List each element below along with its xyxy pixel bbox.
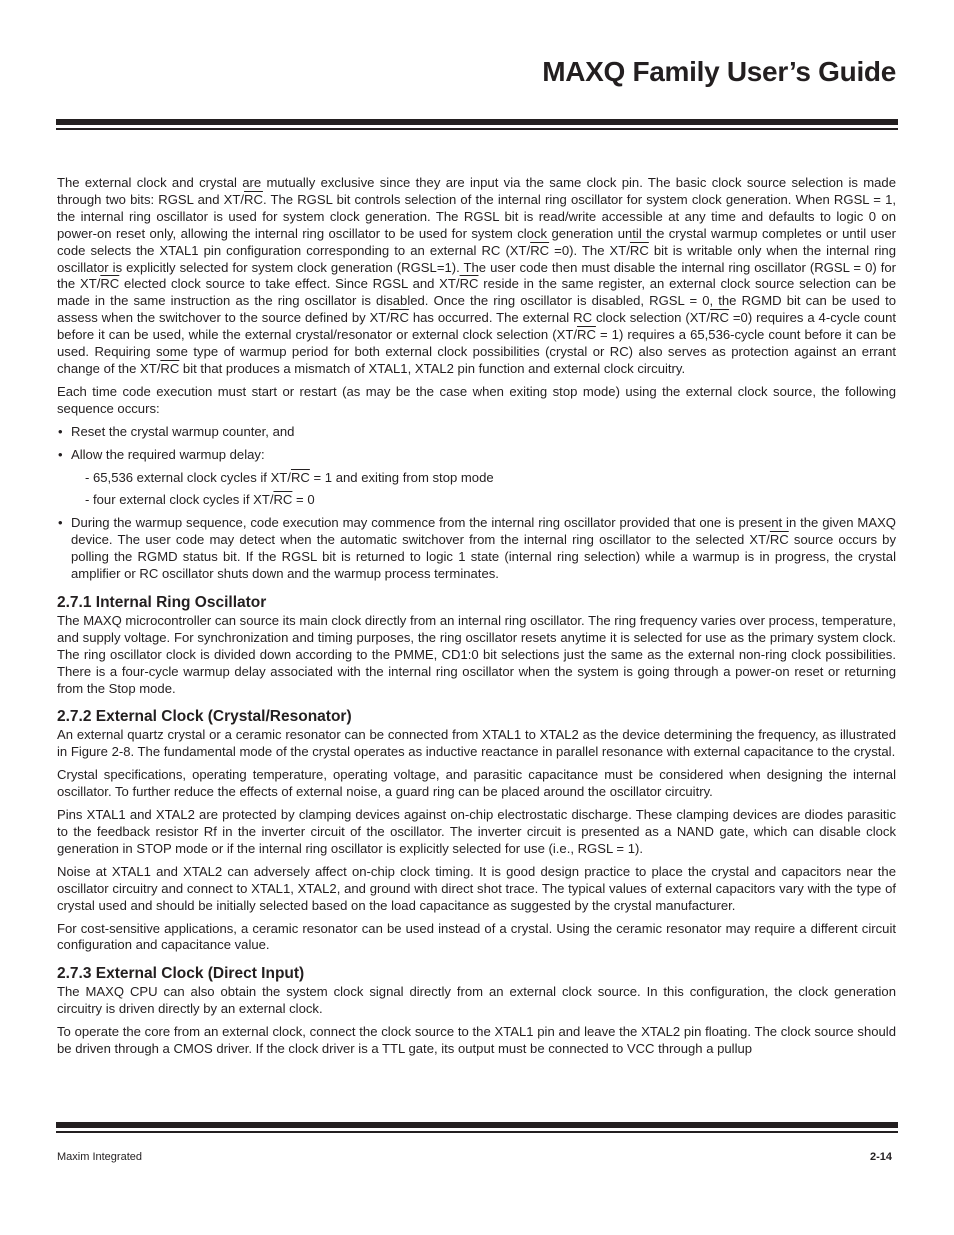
- paragraph-ceramic-resonator: For cost-sensitive applications, a ceramic resonator can be used instead of a crystal. Using the ceramic resonator may require a different circuit configuration and capacitance value.: [57, 920, 896, 953]
- rc-overline: $\overline{RC}$: [530, 242, 550, 258]
- warmup-sublist: [85, 470, 896, 510]
- rc-overline: $\overline{RC}$: [290, 469, 310, 485]
- paragraph-external-drive: To operate the core from an external clock, connect the clock source to the XTAL1 pin and leave the XTAL2 pin floating. The clock source should be driven through a CMOS driver. If the clock driver is a TTL gate, its output must be connected to VCC through a pullup: [57, 1024, 896, 1057]
- paragraph-clock-selection: The external clock and crystal are mutually exclusive since they are input via the same clock pin. The basic clock source selection is made through two bits: RGSL and $XT/\overline{RC}$. The RGSL bit controls selection of the internal ring oscillator for system clock generation. When RGSL = 1, the internal ring oscillator is used for system clock generation. The RGSL bit is read/write accessible at any time and defaults to logic 0 on power-on reset only, allowing the internal ring oscillator to be used for system clock generation until the crystal warmup completes or until user code selects the XTAL1 pin configuration corresponding to an external RC $(XT/\overline{RC} =0)$. The $XT/\overline{RC}$ bit is writable only when the internal ring oscillator is explicitly selected for system clock generation (RGSL=1). The user code then must disable the internal ring oscillator (RGSL = 0) for the $XT/\overline{RC}$ elected clock source to take effect. Since RGSL and $XT/\overline{RC}$ reside in the same register, an external clock source selection can be made in the same instruction as the ring oscillator is disabled. Once the ring oscillator is disabled, RGSL = 0, the RGMD bit can be used to assess when the switchover to the source defined by $XT/\overline{RC}$ has occurred. The external RC clock selection $(XT/\overline{RC} =0)$ requires a 4-cycle count before it can be used, while the external crystal/resonator or external clock selection $(XT/\overline{RC} = 1)$ requires a 65,536-cycle count before it can be used. Requiring some type of warmup period for both external clock possibilities (crystal or RC) also serves as protection against an errant change of the $XT/\overline{RC}$ bit that produces a mismatch of XTAL1, XTAL2 pin function and external clock circuitry.: [57, 175, 897, 376]
- footer-rule-thin: [56, 1131, 898, 1133]
- list-item: • Allow the required warmup delay: - 65,536 external clock cycles if $XT/\overline{RC} = 1$ and exiting from stop mode - four external clock cycles if $XT/\overline{RC} = 0$: [57, 447, 896, 510]
- paragraph-noise: Noise at XTAL1 and XTAL2 can adversely affect on-chip clock timing. It is good design practice to place the crystal and capacitors near the oscillator circuitry and connect to XTAL1, XTAL2, and ground with direct shot trace. The typical values of external capacitors vary with the type of crystal used and should be initially selected based on the load capacitance as suggested by the crystal manufacturer.: [57, 863, 896, 913]
- rc-overline: $\overline{RC}$: [160, 360, 180, 376]
- list-item: • Reset the crystal warmup counter, and: [57, 424, 896, 441]
- rc-overline: $\overline{RC}$: [100, 276, 120, 292]
- section-heading-2-7-3: 2.7.3 External Clock (Direct Input): [57, 965, 305, 983]
- footer-rule-thick: [56, 1122, 898, 1128]
- section-heading-2-7-1: 2.7.1 Internal Ring Oscillator: [57, 593, 267, 611]
- paragraph-clamping-devices: Pins XTAL1 and XTAL2 are protected by clamping devices against on-chip electrostatic discharge. These clamping devices are diodes parasitic to the feedback resistor Rf in the inverter circuit of the oscillator. The inverter circuit is presented as a NAND gate, which can disable clock generation in STOP mode or if the internal ring oscillator is explicitly selected for use (i.e., RGSL = 1).: [57, 807, 896, 856]
- sub-list-item: - 65,536 external clock cycles if $XT/\overline{RC} = 1$ and exiting from stop mode: [85, 469, 494, 485]
- page-title: MAXQ Family User’s Guide: [542, 56, 896, 87]
- sub-list-item: - four external clock cycles if $XT/\overline{RC} = 0$: [85, 492, 315, 508]
- rc-overline: $\overline{RC}$: [710, 310, 729, 326]
- rc-overline: $\overline{RC}$: [390, 310, 409, 326]
- page-number: 2-14: [869, 1151, 892, 1163]
- document-body: [57, 175, 896, 1064]
- rc-overline: $\overline{RC}$: [769, 532, 789, 548]
- section-heading-2-7-2: 2.7.2 External Clock (Crystal/Resonator): [57, 708, 352, 726]
- sequence-list: [57, 424, 896, 583]
- header-rule-thick: [56, 119, 898, 125]
- list-item: • During the warmup sequence, code execution may commence from the internal ring oscillator provided that one is present in the given MAXQ device. The user code may detect when the automatic switchover from the internal ring oscillator to the selected $XT/\overline{RC}$ source occurs by polling the RGMD status bit. If the RGSL bit is returned to logic 1 state (internal ring selection) while a warmup is in progress, the crystal amplifier or RC oscillator shuts down and the warmup process terminates.: [57, 515, 896, 583]
- rc-overline: $\overline{RC}$: [577, 327, 596, 343]
- rc-overline: $\overline{RC}$: [244, 191, 263, 207]
- paragraph-sequence-intro: Each time code execution must start or restart (as may be the case when exiting stop mode) using the external clock source, the following sequence occurs:: [57, 383, 896, 416]
- paragraph-crystal-specs: Crystal specifications, operating temperature, operating voltage, and parasitic capacitance must be considered when designing the internal oscillator. To further reduce the effects of external noise, a guard ring can be placed around the oscillator circuitry.: [57, 767, 896, 800]
- header-rule-thin: [56, 128, 898, 130]
- paragraph-direct-input: The MAXQ CPU can also obtain the system clock signal directly from an external clock source. In this configuration, the clock generation circuitry is driven directly by an external clock.: [57, 984, 896, 1017]
- paragraph-crystal-connection: An external quartz crystal or a ceramic resonator can be connected from XTAL1 to XTAL2 as the device determining the frequency, as illustrated in Figure 2-8. The fundamental mode of the crystal operates as inductive reactance in parallel resonance with external capacitance to the crystal.: [57, 727, 896, 760]
- footer-company: Maxim Integrated: [57, 1151, 142, 1163]
- paragraph-ring-oscillator: The MAXQ microcontroller can source its main clock directly from an internal ring oscillator. The ring frequency varies over process, temperature, and supply voltage. For synchronization and timing purposes, the ring oscillator resets anytime it is selected for use as the primary system clock. The ring oscillator clock is divided down according to the PMME, CD1:0 bit selections just the same as the external non-ring clock possibilities. There is a four-cycle warmup delay associated with the internal ring oscillator when the system is going through a power-on reset or returning from the Stop mode.: [57, 612, 896, 696]
- rc-overline: $\overline{RC}$: [273, 492, 293, 508]
- rc-overline: $\overline{RC}$: [459, 276, 479, 292]
- rc-overline: $\overline{RC}$: [629, 242, 649, 258]
